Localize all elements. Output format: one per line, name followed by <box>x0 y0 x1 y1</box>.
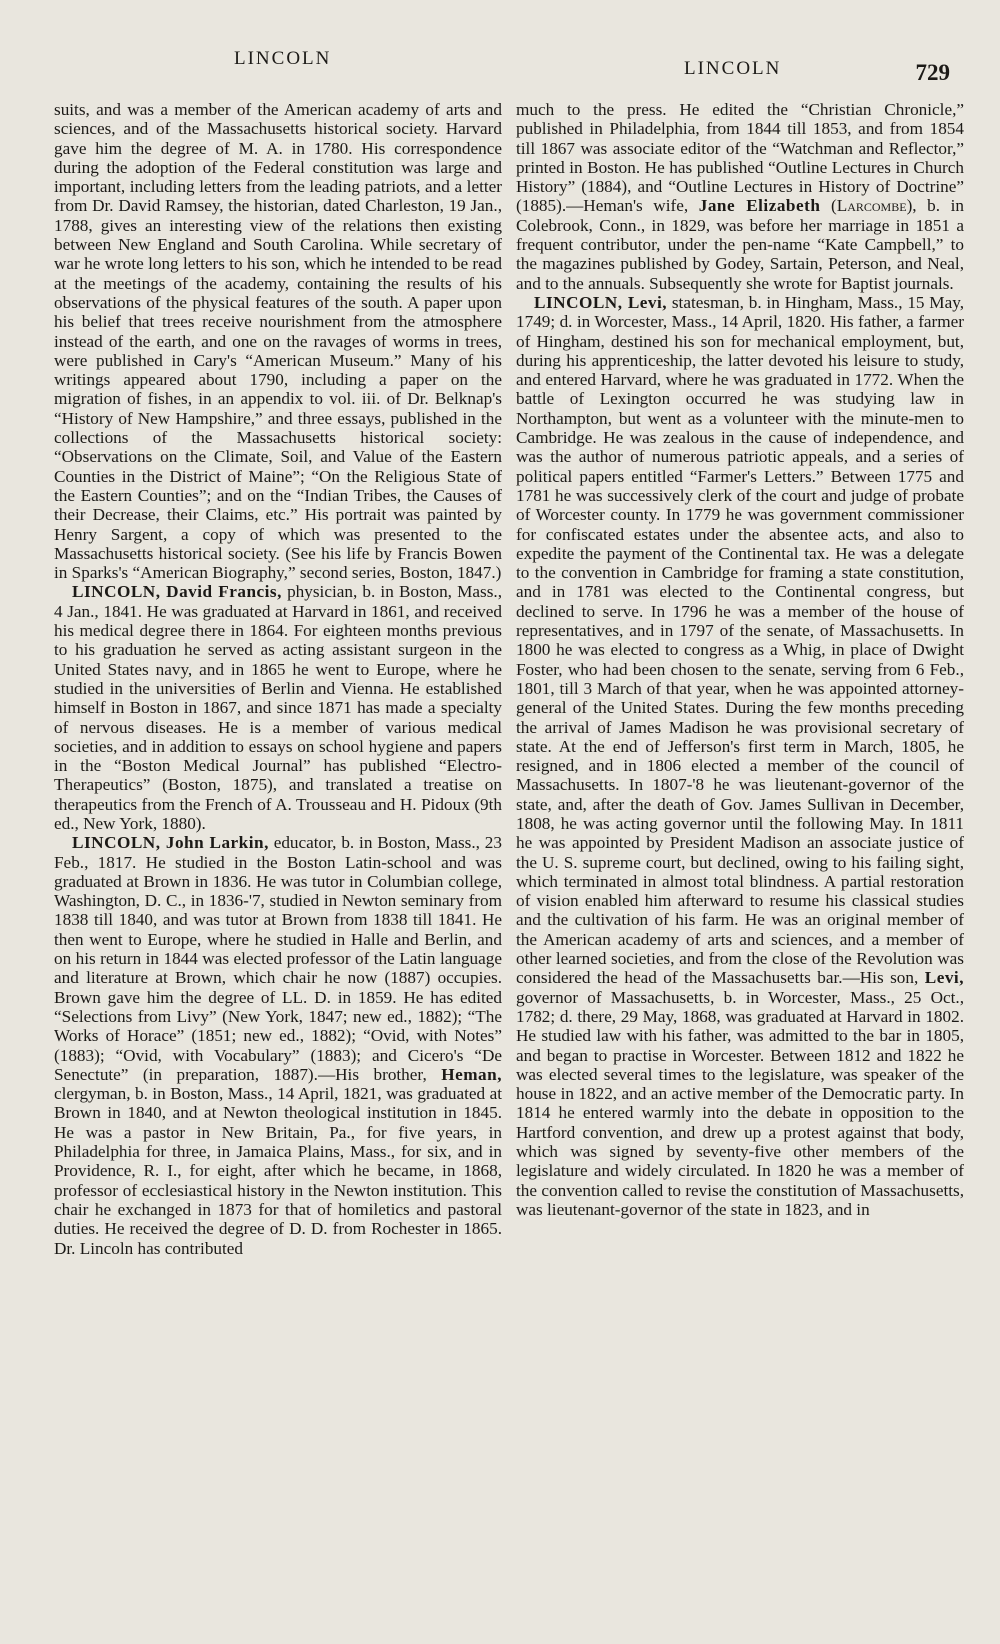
right-column <box>516 100 964 1258</box>
sub-entry-headword: Levi, <box>924 968 964 988</box>
entry-text: physician, b. in Boston, Mass., 4 Jan., 1841. He was graduated at Harvard in 1861, and received his medical degree there in 1864. For eighteen months previous to his graduation he served as acting assistant surgeon in the United States navy, and in 1865 he went to Europe, where he studied in the universities of Berlin and Vienna. He established himself in Boston in 1867, and since 1871 has made a specialty of nervous diseases. He is a member of various medical societies, and in addition to essays on school hygiene and papers in the “Boston Medical Journal” has published “Electro-Therapeutics” (Boston, 1875), and translated a treatise on therapeutics from the French of A. Trousseau and H. Pidoux (9th ed., New York, 1880). <box>54 582 502 833</box>
entry-text: governor of Massachusetts, b. in Worcester, Mass., 25 Oct., 1782; d. there, 29 May, 1868, was graduated at Harvard in 1802. He studied law with his father, was admitted to the bar in 1805, and began to practise in Worcester. Between 1812 and 1822 he was elected several times to the legislature, was speaker of the house in 1822, and an active member of the Democratic party. In 1814 he entered warmly into the debate in opposition to the Hartford convention, and drew up a protest against that body, which was signed by seventy-five other members of the legislature and widely circulated. In 1820 he was a member of the convention called to revise the constitution of Massachusetts, was lieutenant-governor of the state in 1823, and in <box>516 987 964 1219</box>
entry-headword: LINCOLN, John Larkin, <box>72 833 269 853</box>
maiden-name: (Larcombe) <box>831 196 913 216</box>
entry-david-francis-lincoln <box>54 582 502 833</box>
page-number: 729 <box>915 60 950 85</box>
entry-text: statesman, b. in Hingham, Mass., 15 May, 1749; d. in Worcester, Mass., 14 April, 1820. His father, a farmer of Hingham, destined his son for mechanical employment, but, during his apprenticeship, the latter devoted his leisure to study, and entered Harvard, where he was graduated in 1772. When the battle of Lexington occurred he was studying law in Northampton, but went as a volunteer with the minute-men to Cambridge. He was zealous in the cause of independence, and was the author of numerous patriotic appeals, and a series of political papers entitled “Farmer's Letters.” Between 1775 and 1781 he was successively clerk of the court and judge of probate of Worcester county. In 1779 he was government commissioner for confiscated estates under the absentee acts, and also to expedite the payment of the Continental tax. He was a delegate to the convention in Cambridge for framing a state constitution, and in 1781 was elected to the Continental congress, but declined to serve. In 1796 he was a member of the house of representatives, and in 1797 of the senate, of Massachusetts. In 1800 he was elected to congress as a Whig, in place of Dwight Foster, who had been chosen to the senate, serving from 6 Feb., 1801, till 3 March of that year, when he was appointed attorney-general of the United States. During the few months preceding the arrival of James Madison he was provisional secretary of state. At the end of Jefferson's first term in March, 1805, he resigned, and in 1806 elected a member of the council of Massachusetts. In 1807-'8 he was lieutenant-governor of the state, and, after the death of Gov. James Sullivan in December, 1808, he was acting governor until the following May. In 1811 he was appointed by President Madison an associate justice of the U. S. supreme court, but declined, owing to his failing sight, which terminated in almost total blindness. A partial restoration of vision enabled him afterward to resume his classical studies and the cultivation of his farm. He was an original member of the American academy of arts and sciences, and a member of other learned societies, and from the close of the Revolution was considered the head of the Massachusetts bar.—His son, <box>516 292 964 988</box>
continued-entry-paragraph: suits, and was a member of the American academy of arts and sciences, and of the Massachusetts historical society. Harvard gave him the degree of M. A. in 1780. His correspondence during the adoption of the Federal constitution was large and important, including letters from the leading patriots, and a letter from Dr. David Ramsey, the historian, dated Charleston, 19 Jan., 1788, gives an interesting view of the relations then existing between New England and South Carolina. While secretary of war he wrote long letters to his son, which he intended to be read at the meetings of the academy, containing the results of his observations of the physical features of the south. A paper upon his belief that trees receive nourishment from the atmosphere instead of the earth, and one on the ravages of worms in trees, were published in Cary's “American Museum.” Many of his writings appeared about 1790, including a paper on the migration of fishes, in an appendix to vol. iii. of Dr. Belknap's “History of New Hampshire,” and three essays, published in the collections of the Massachusetts historical society: “Observations on the Climate, Soil, and Value of the Eastern Counties in the District of Maine”; “On the Religious State of the Eastern Counties”; and on the “Indian Tribes, the Causes of their Decrease, their Claims, etc.” His portrait was painted by Henry Sargent, a copy of which was presented to the Massachusetts historical society. (See his life by Francis Bowen in Sparks's “American Biography,” second series, Boston, 1847.) <box>54 100 502 583</box>
entry-text: educator, b. in Boston, Mass., 23 Feb., 1817. He studied in the Boston Latin-school and was graduated at Brown in 1836. He was tutor in Columbian college, Washington, D. C., in 1836-'7, studied in Newton seminary from 1838 till 1840, and was tutor at Brown from 1838 till 1841. He then went to Europe, where he studied in Halle and Berlin, and on his return in 1844 was elected professor of the Latin language and literature at Brown, which chair he now (1887) occupies. Brown gave him the degree of LL. D. in 1859. He has edited “Selections from Livy” (New York, 1847; new ed., 1882); “The Works of Horace” (1851; new ed., 1882); “Ovid, with Notes” (1883); “Ovid, with Vocabulary” (1883); and Cicero's “De Senectute” (in preparation, 1887).—His brother, <box>54 833 502 1084</box>
running-head-left: LINCOLN <box>234 48 332 69</box>
running-head-right: LINCOLN <box>684 58 782 79</box>
entry-text: , b. in Colebrook, Conn., in 1829, was before her marriage in 1851 a frequent contributor, under the pen-name “Kate Campbell,” to the magazines published by Godey, Sartain, Peterson, and Neal, and to the annuals. Subsequently she wrote for Baptist journals. <box>516 196 965 293</box>
text-columns <box>54 100 964 1258</box>
entry-headword: LINCOLN, David Francis, <box>72 582 282 602</box>
entry-levi-lincoln <box>516 293 964 1219</box>
entry-headword: LINCOLN, Levi, <box>534 292 668 312</box>
entry-text: clergyman, b. in Boston, Mass., 14 April, 1821, was graduated at Brown in 1840, and at Newton theological institution in 1845. He was a pastor in New Britain, Pa., for five years, in Philadelphia for three, in Jamaica Plains, Mass., for six, and in Providence, R. I., for eight, after which he became, in 1868, professor of ecclesiastical history in the Newton institution. This chair he exchanged in 1873 for that of homiletics and pastoral duties. He received the degree of D. D. from Rochester in 1865. Dr. Lincoln has contributed <box>54 1084 502 1258</box>
sub-entry-headword: Jane Elizabeth <box>698 196 821 216</box>
entry-john-larkin-lincoln <box>54 833 502 1258</box>
sub-entry-headword: Heman, <box>441 1064 502 1084</box>
continued-entry-paragraph <box>516 100 964 293</box>
entry-text: much to the press. He edited the “Christian Chronicle,” published in Philadelphia, from 1844 till 1853, and from 1854 till 1867 was associate editor of the “Watchman and Reflector,” printed in Boston. He has published “Outline Lectures in Church History” (1884), and “Outline Lectures in History of Doctrine” (1885).—Heman's wife, <box>516 100 964 216</box>
page-header <box>54 48 964 100</box>
left-column <box>54 100 502 1258</box>
